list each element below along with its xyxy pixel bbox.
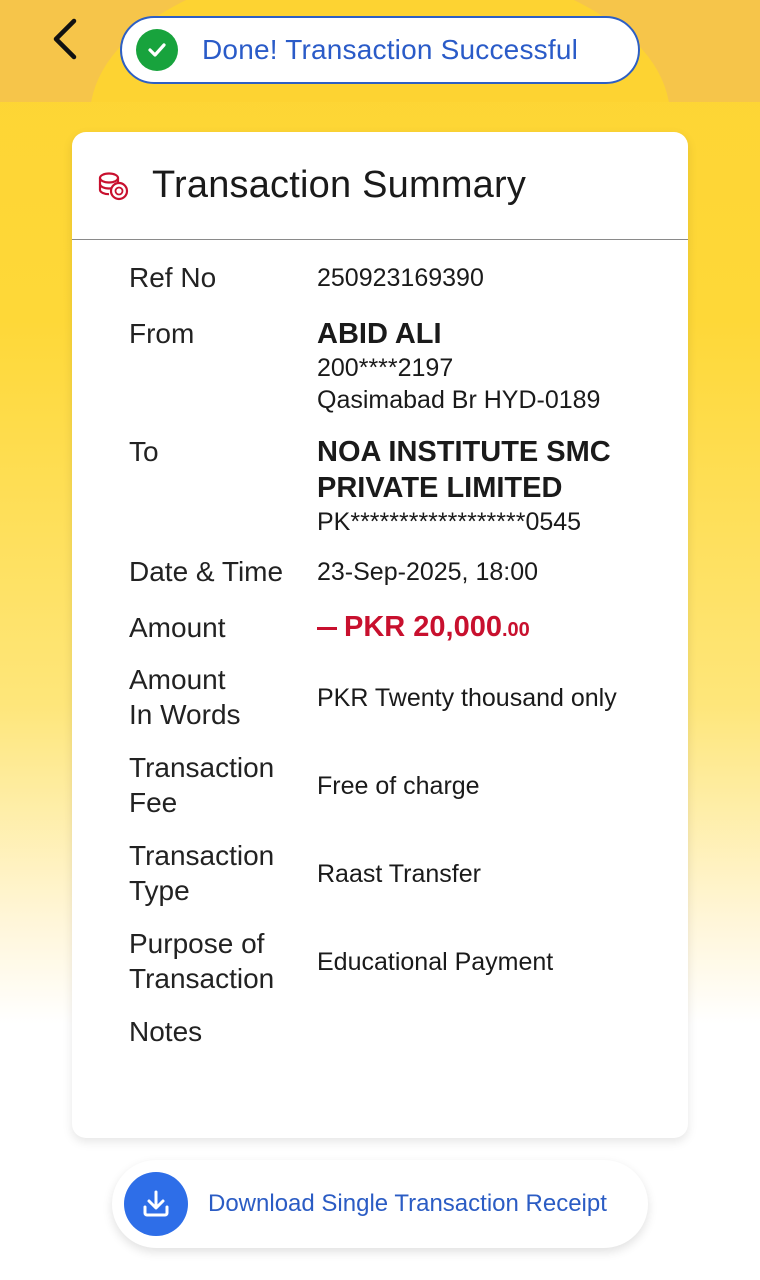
toast-message: Done! Transaction Successful <box>202 34 579 65</box>
from-label: From <box>129 318 195 349</box>
ref-label: Ref No <box>129 262 217 293</box>
to-name-line2: PRIVATE LIMITED <box>317 472 563 504</box>
datetime-value: 23-Sep-2025, 18:00 <box>317 558 539 586</box>
ref-value: 250923169390 <box>317 264 484 292</box>
amount-words-label-line1: Amount <box>129 664 226 695</box>
amount-currency: PKR <box>344 611 406 643</box>
to-iban: PK******************0545 <box>317 508 582 536</box>
from-account: 200****2197 <box>317 354 454 382</box>
type-value: Raast Transfer <box>317 860 481 888</box>
type-label <box>129 838 299 908</box>
amount-cents: .00 <box>502 619 530 641</box>
card-title: Transaction Summary <box>152 164 527 206</box>
amount-words-label-line2: In Words <box>129 699 241 730</box>
minus-sign <box>317 627 337 630</box>
to-details <box>317 434 667 538</box>
check-circle-icon <box>136 29 178 71</box>
type-label-line2: Type <box>129 875 190 906</box>
fee-label-line2: Fee <box>129 787 178 818</box>
card-header <box>72 132 688 240</box>
download-receipt-button[interactable] <box>112 1160 648 1248</box>
amount-whole: 20,000 <box>413 611 502 643</box>
to-name-line1: NOA INSTITUTE SMC <box>317 436 611 468</box>
amount-label: Amount <box>129 612 226 643</box>
success-toast <box>120 16 640 84</box>
amount-value <box>317 611 667 646</box>
purpose-label-line2: Transaction <box>129 963 275 994</box>
to-label: To <box>129 436 159 467</box>
coins-icon <box>96 169 130 203</box>
from-details <box>317 316 667 416</box>
amount-words-value: PKR Twenty thousand only <box>317 684 617 712</box>
type-label-line1: Transaction <box>129 840 275 871</box>
back-button[interactable] <box>40 14 90 64</box>
purpose-label-line1: Purpose of <box>129 928 265 959</box>
from-branch: Qasimabad Br HYD-0189 <box>317 386 601 414</box>
notes-label: Notes <box>129 1016 203 1047</box>
from-name: ABID ALI <box>317 318 442 350</box>
amount-words-label <box>129 662 299 732</box>
fee-value: Free of charge <box>317 772 480 800</box>
download-receipt-label: Download Single Transaction Receipt <box>208 1190 607 1217</box>
purpose-value: Educational Payment <box>317 948 554 976</box>
fee-label-line1: Transaction <box>129 752 275 783</box>
chevron-left-icon <box>50 17 80 61</box>
transaction-summary-card <box>72 132 688 1138</box>
purpose-label <box>129 926 299 996</box>
download-icon <box>124 1172 188 1236</box>
datetime-label: Date & Time <box>129 556 284 587</box>
fee-label <box>129 750 299 820</box>
